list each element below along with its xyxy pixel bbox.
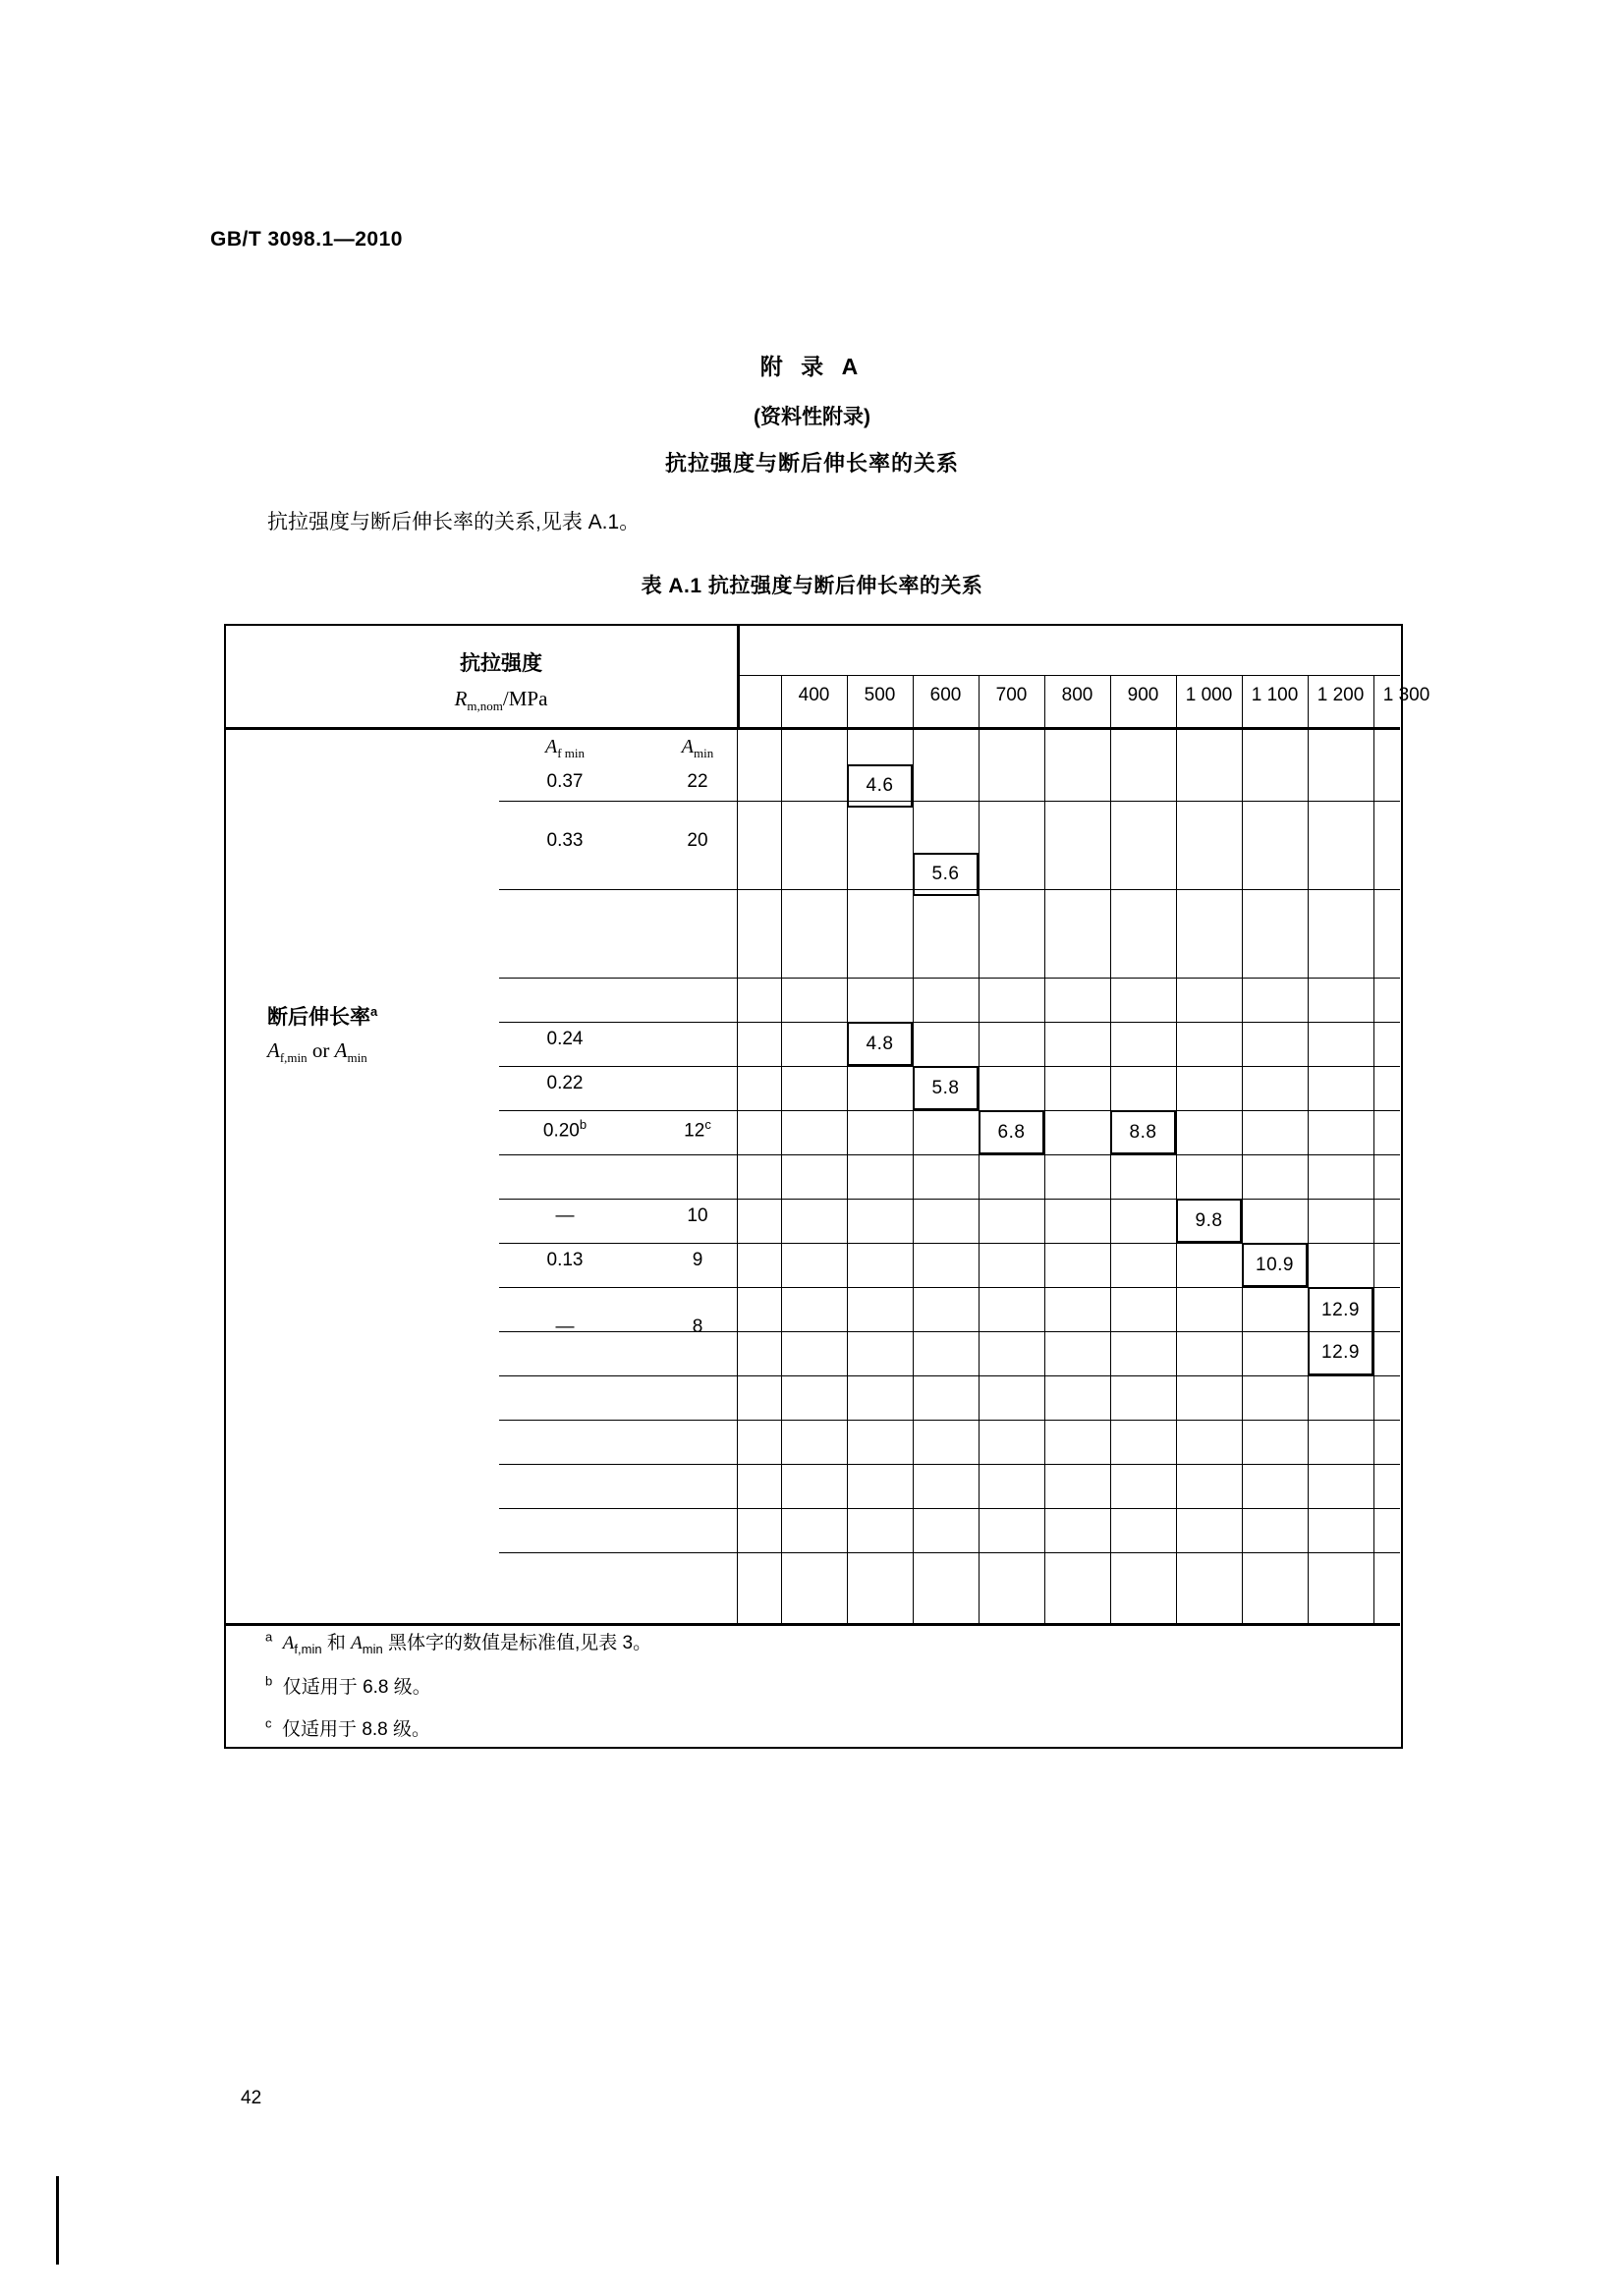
annex-title: 抗拉强度与断后伸长率的关系 [664,451,959,476]
cell-af-4: 0.24 [546,1029,584,1049]
footnote-a: $^a$ $A_{f,min}$ 和 $A_{min}$ 黑体字的数值是标准值,见表 3。 [265,1629,652,1656]
grade-marker-4-8: 4.8 [847,1022,913,1066]
cell-a-1: 20 [687,830,708,851]
grid-line-v [1308,675,1309,1623]
grid-line-v [913,675,914,1623]
grid-line-v [737,727,738,1623]
grid-line-h [499,1464,1400,1465]
page-number: 42 [241,2088,262,2108]
symbol-a-min: $A_{min}$ [681,736,714,760]
grade-marker-4-6: 4.6 [847,764,913,808]
cell-a-6: 12$^c$ [684,1117,711,1142]
cell-a-8: 9 [692,1250,703,1270]
column-header-1200: 1 200 [1316,685,1365,705]
column-header-900: 900 [1127,685,1159,705]
cell-af-7: — [555,1205,575,1226]
symbol-af-min: $A_{f min}$ [544,736,586,760]
grid-line-v [1176,675,1177,1623]
grid-line-v [737,626,740,727]
grid-line-v [1044,675,1045,1623]
footnote-c: $^c$ 仅适用于 8.8 级。 [265,1715,431,1740]
grid-line-h [499,1375,1400,1376]
standard-code-header: GB/T 3098.1—2010 [210,228,403,251]
grid-line-h [737,675,1400,676]
cell-af-8: 0.13 [546,1250,584,1270]
grid-line-h [499,1420,1400,1421]
grid-line-h [499,1508,1400,1509]
grade-marker-5-8: 5.8 [913,1066,979,1110]
grid-line-h [499,1022,1400,1023]
row-header-title: 断后伸长率$^a$ [267,1004,378,1029]
cell-a-9: 8 [692,1316,703,1337]
grid-line-h [499,801,1400,802]
intro-paragraph: 抗拉强度与断后伸长率的关系,见表 A.1。 [267,511,641,533]
table-grid [226,626,1401,1747]
table-caption: 表 A.1 抗拉强度与断后伸长率的关系 [641,575,983,597]
grid-line-v [1373,675,1374,1623]
grid-line-h [499,1331,1400,1332]
header-strength-unit: $R_{m,nom}$/MPa [454,687,548,714]
grade-marker-9-8: 9.8 [1176,1199,1242,1243]
grid-line-h [499,1287,1400,1288]
grid-line-h [226,1623,1400,1626]
grid-line-h [499,1154,1400,1155]
column-header-400: 400 [798,685,830,705]
grade-marker-8-8: 8.8 [1110,1110,1176,1154]
grade-marker-10-9: 10.9 [1242,1243,1308,1287]
grid-line-v [781,675,782,1623]
row-header-symbol: $A_{f,min}$ or $A_{min}$ [267,1038,367,1066]
column-header-500: 500 [864,685,896,705]
cell-a-0: 22 [687,771,708,792]
annex-label: 附 录 A [759,354,865,379]
margin-mark [56,2176,59,2265]
cell-af-6: 0.20$^b$ [542,1117,588,1142]
column-header-800: 800 [1061,685,1093,705]
relationship-table [224,624,1430,1749]
column-header-1100: 1 100 [1251,685,1299,705]
grade-marker-6-8: 6.8 [979,1110,1044,1154]
footnote-b: $^b$ 仅适用于 6.8 级。 [265,1673,431,1698]
cell-af-0: 0.37 [546,771,584,792]
grid-line-h [499,1552,1400,1553]
cell-a-7: 10 [687,1205,708,1226]
grid-line-h [499,1110,1400,1111]
grid-line-v [847,675,848,1623]
table-footnotes [265,1628,1346,1757]
grade-marker-5-6: 5.6 [913,853,979,896]
cell-af-9: — [555,1316,575,1337]
grade-marker-12-9-b: 12.9 [1308,1331,1373,1375]
grid-line-h [226,727,1400,730]
grid-line-h [499,1199,1400,1200]
grade-marker-12-9-a: 12.9 [1308,1287,1373,1331]
grid-line-h [499,978,1400,979]
column-header-600: 600 [929,685,962,705]
annex-type: (资料性附录) [754,406,870,428]
grid-line-v [1242,675,1243,1623]
column-header-1300: 1 300 [1382,685,1430,705]
cell-af-5: 0.22 [546,1073,584,1093]
column-header-1000: 1 000 [1185,685,1233,705]
cell-af-1: 0.33 [546,830,584,851]
header-strength-label: 抗拉强度 [460,652,542,675]
column-header-700: 700 [995,685,1028,705]
